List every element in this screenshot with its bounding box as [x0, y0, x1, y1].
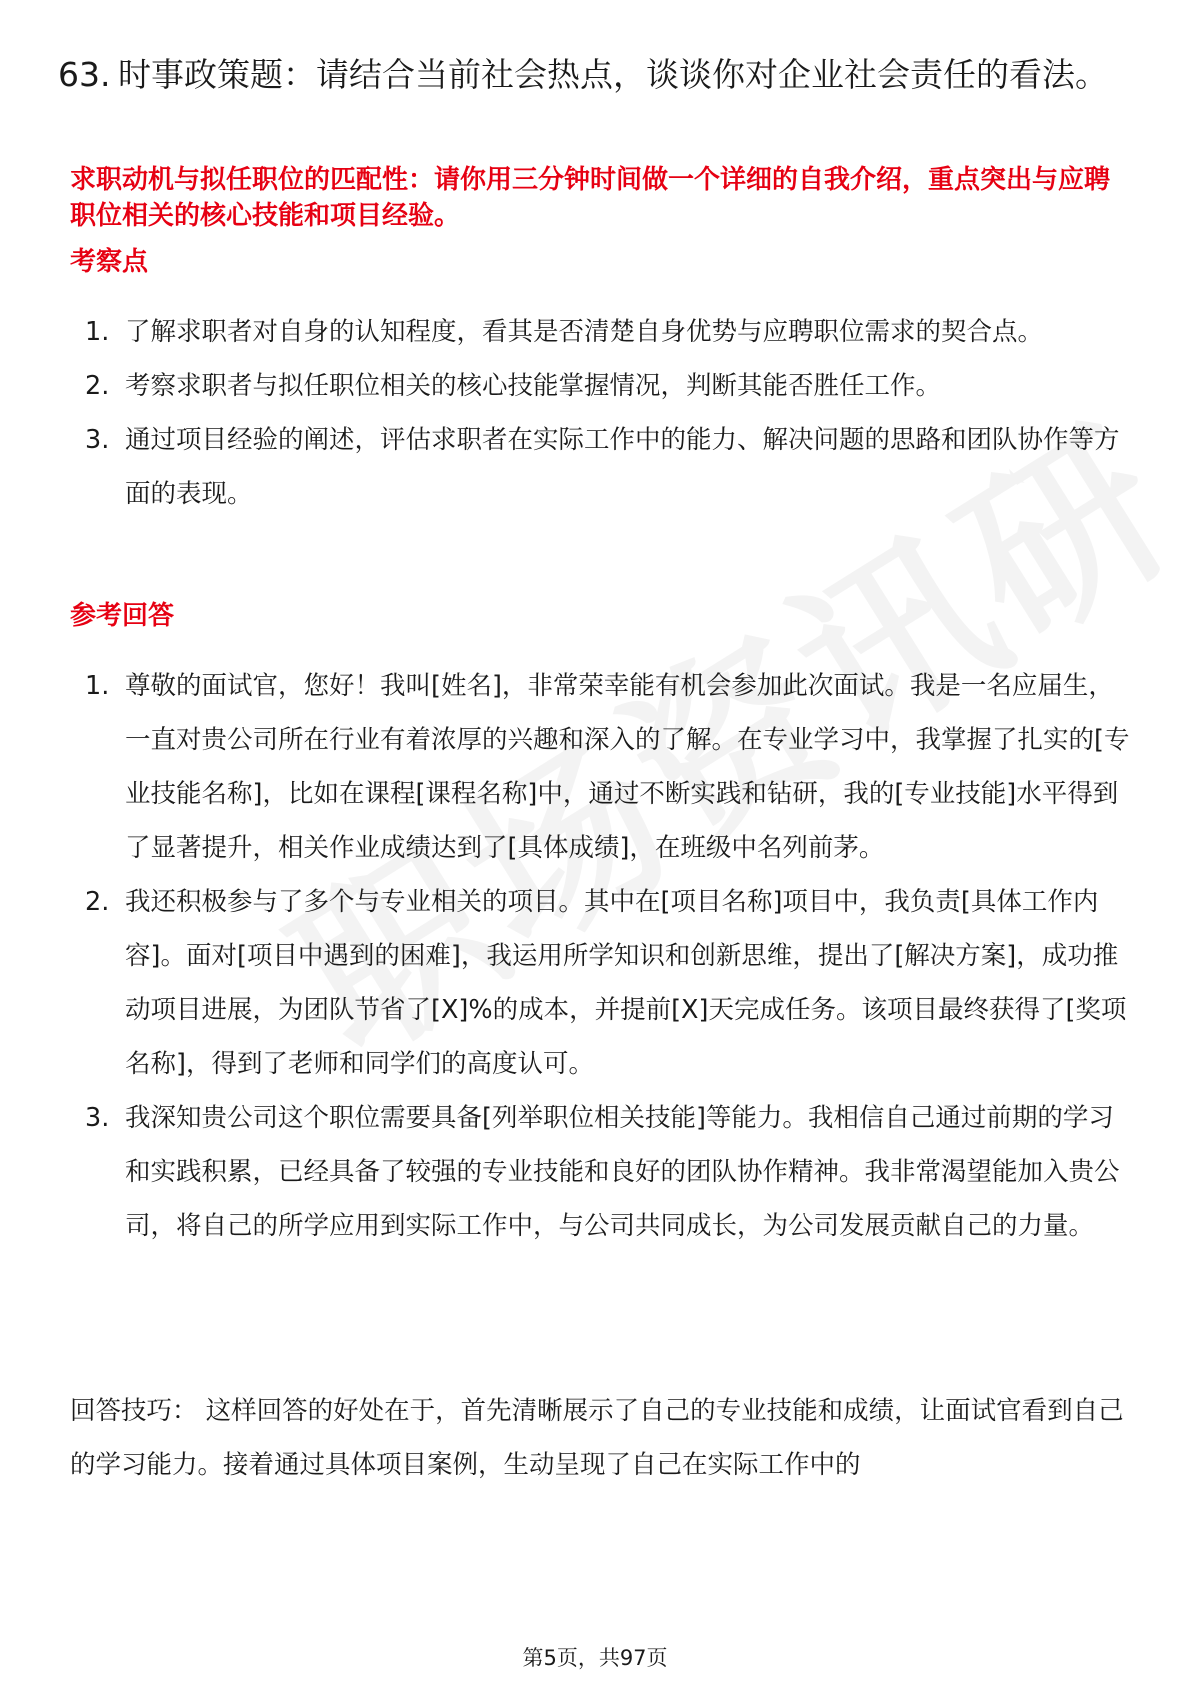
- list-index: 1.: [85, 317, 110, 347]
- list-text: 我深知贵公司这个职位需要具备[列举职位相关技能]等能力。我相信自己通过前期的学习和实践积累，已经具备了较强的专业技能和良好的团队协作精神。我非常渴望能加入贵公司，将自己的所学应用到实际工作中，与公司共同成长，为公司发展贡献自己的力量。: [125, 1103, 1120, 1241]
- list-text: 我还积极参与了多个与专业相关的项目。其中在[项目名称]项目中，我负责[具体工作内容]。面对[项目中遇到的困难]，我运用所学知识和创新思维，提出了[解决方案]，成功推动项目进展，为团队节省了[X]%的成本，并提前[X]天完成任务。该项目最终获得了[奖项名称]，得到了老师和同学们的高度认可。: [125, 887, 1127, 1079]
- examine-points-list: [0, 305, 1130, 521]
- list-item: [0, 1091, 1130, 1253]
- list-item: [0, 875, 1130, 1091]
- question-number: 63.: [58, 55, 111, 94]
- list-index: 1.: [85, 671, 110, 701]
- list-index: 3.: [85, 1103, 110, 1133]
- examine-points-heading: 考察点: [70, 247, 149, 277]
- list-text: 考察求职者与拟任职位相关的核心技能掌握情况，判断其能否胜任工作。: [125, 371, 942, 401]
- question-text: 时事政策题：请结合当前社会热点，谈谈你对企业社会责任的看法。: [118, 55, 1108, 94]
- list-index: 2.: [85, 887, 110, 917]
- question-title: [58, 52, 1138, 98]
- question-subheading: 求职动机与拟任职位的匹配性：请你用三分钟时间做一个详细的自我介绍，重点突出与应聘职位相关的核心技能和项目经验。: [70, 165, 1111, 231]
- list-text: 尊敬的面试官，您好！我叫[姓名]，非常荣幸能有机会参加此次面试。我是一名应届生，一直对贵公司所在行业有着浓厚的兴趣和深入的了解。在专业学习中，我掌握了扎实的[专业技能名称]，比如在课程[课程名称]中，通过不断实践和钻研，我的[专业技能]水平得到了显著提升，相关作业成绩达到了[具体成绩]，在班级中名列前茅。: [125, 671, 1130, 863]
- list-text: 通过项目经验的阐述，评估求职者在实际工作中的能力、解决问题的思路和团队协作等方面的表现。: [125, 425, 1120, 509]
- reference-answer-list: [0, 659, 1130, 1253]
- list-item: [0, 359, 1130, 413]
- list-item: [0, 305, 1130, 359]
- list-index: 2.: [85, 371, 110, 401]
- list-item: [0, 413, 1130, 521]
- list-item: [0, 659, 1130, 875]
- reference-answer-heading: 参考回答: [70, 601, 175, 631]
- page-number: 第5页，共97页: [522, 1646, 668, 1670]
- list-text: 了解求职者对自身的认知程度，看其是否清楚自身优势与应聘职位需求的契合点。: [125, 317, 1044, 347]
- list-index: 3.: [85, 425, 110, 455]
- answer-tips: 回答技巧： 这样回答的好处在于，首先清晰展示了自己的专业技能和成绩，让面试官看到自己的学习能力。接着通过具体项目案例，生动呈现了自己在实际工作中的: [70, 1396, 1124, 1480]
